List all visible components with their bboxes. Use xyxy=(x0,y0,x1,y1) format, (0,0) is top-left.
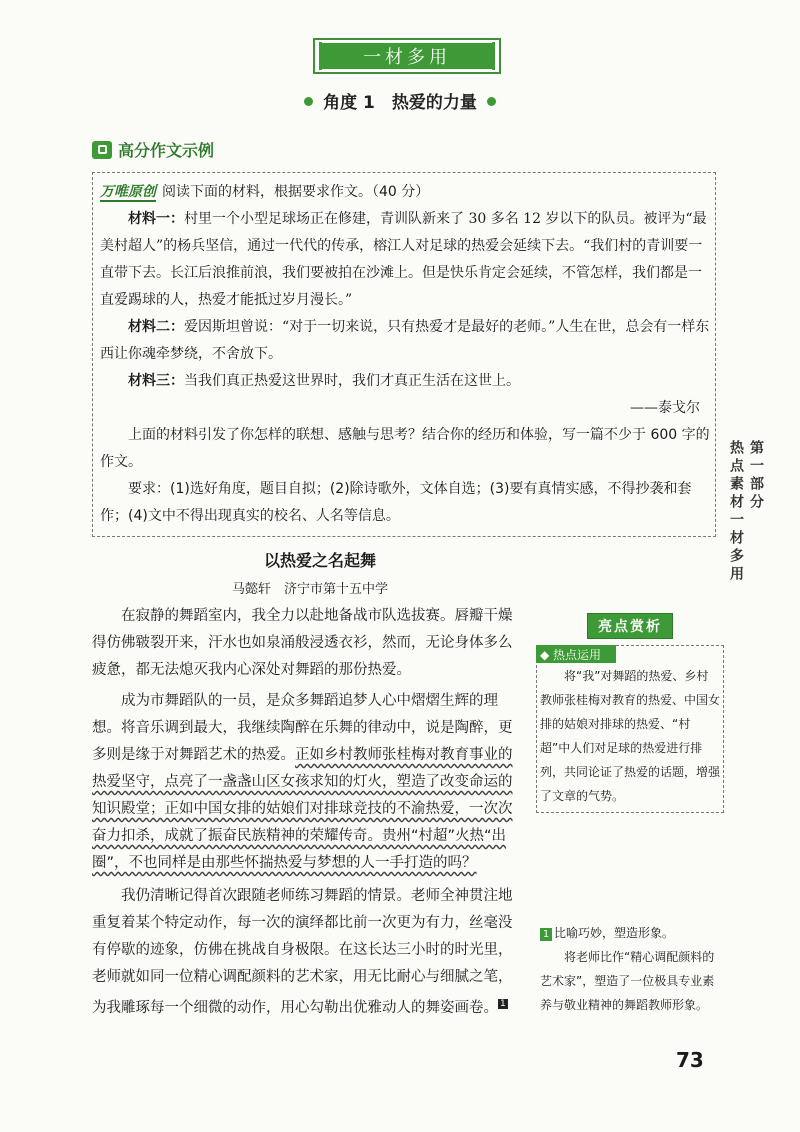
material-one xyxy=(100,206,710,314)
material-two-label: 材料二： xyxy=(128,319,184,335)
angle-heading xyxy=(0,88,800,113)
bullet-dot-icon xyxy=(487,97,496,106)
highlight-badge: 亮点赏析 xyxy=(587,613,673,639)
requirements-text: (1)选好角度，题目自拟；(2)除诗歌外，文体自选；(3)要有真情实感，不得抄袭和套作；(4)文中不得出现真实的校名、人名等信息。 xyxy=(100,481,692,524)
prompt-instruction: 阅读下面的材料，根据要求作文。（40 分） xyxy=(162,184,430,200)
essay-paragraph-2-highlight: 正如乡村教师张桂梅对教育事业的热爱坚守，点亮了一盏盏山区女孩求知的灯火，塑造了改变命运的知识殿堂；正如中国女排的姑娘们对排球竞技的不渝热爱，一次次奋力扣杀，成就了振奋民族精神的荣耀传奇。贵州“村超”火热“出圈”，不也同样是由那些怀揣热爱与梦想的人一手打造的吗？ xyxy=(92,747,513,871)
banner-bar-right xyxy=(492,42,495,70)
prompt-requirements xyxy=(100,476,710,530)
material-three-label: 材料三： xyxy=(128,373,184,389)
material-two-text: 爱因斯坦曾说：“对于一切来说，只有热爱才是最好的老师。”人生在世，总会有一样东西让你魂牵梦绕，不舍放下。 xyxy=(100,319,710,362)
edit-icon xyxy=(92,141,112,159)
edge-topic: 热点素材一材多用 xyxy=(728,440,744,584)
essay-paragraph-1: 在寂静的舞蹈室内，我全力以赴地备战市队选拔赛。唇瓣干燥得仿佛皲裂开来，汗水也如泉涌般浸透衣衫，然而，无论身体多么疲惫，都无法熄灭我内心深处对舞蹈的那份热爱。 xyxy=(92,608,513,678)
essay-author: 马懿轩 济宁市第十五中学 xyxy=(231,582,388,597)
note-title: 比喻巧妙，塑造形象。 xyxy=(554,926,675,940)
angle-title: 角度 1 热爱的力量 xyxy=(323,93,477,113)
essay-paragraph-3-text: 我仍清晰记得首次跟随老师练习舞蹈的情景。老师全神贯注地重复着某个特定动作，每一次的演绎都比前一次更为有力，丝毫没有停歇的迹象，仿佛在挑战自身极限。在这长达三小时的时光里，老师就如同一位精心调配颜料的艺术家，用无比耐心与细腻之笔，为我雕琢每一个细微的动作，用心勾勒出优雅动人的舞姿画卷。 xyxy=(92,888,513,1016)
note-number: 1 xyxy=(540,928,552,941)
essay-body xyxy=(92,603,526,1022)
essay-paragraph-3 xyxy=(92,883,526,1022)
material-two xyxy=(100,314,710,368)
material-three-text: 当我们真正热爱这世界时，我们才真正生活在这世上。 xyxy=(184,373,520,389)
material-one-text: 村里一个小型足球场正在修建，青训队新来了 30 多名 12 岁以下的队员。被评为“最美村超人”的杨兵坚信，通过一代代的传承，榕江人对足球的热爱会延续下去。“我们村的青训要一直带下去。长江后浪推前浪，我们要被拍在沙滩上。但是快乐肯定会延续，不管怎样，我们都是一直爱踢球的人，热爱才能抵过岁月漫长。” xyxy=(100,211,707,308)
essay-paragraph-2-lead: 成为市舞蹈队的一员，是众多舞蹈追梦人心中熠熠生辉的理想。将音乐调到最大，我继续陶醉在乐舞的律动中，说是陶醉，更多则是缘于对舞蹈艺术的热爱。 xyxy=(92,693,513,763)
topic-banner xyxy=(313,38,501,74)
hot-topic-text: 将“我”对舞蹈的热爱、乡村教师张桂梅对教育的热爱、中国女排的姑娘对排球的热爱、“村超”中人们对足球的热爱进行排列，共同论证了热爱的话题，增强了文章的气势。 xyxy=(540,669,721,803)
banner-title: 一材多用 xyxy=(322,43,492,69)
material-three-source: ——泰戈尔 xyxy=(630,400,700,416)
section-title: 高分作文示例 xyxy=(118,141,215,160)
bullet-dot-icon xyxy=(304,97,313,106)
original-tag: 万唯原创 xyxy=(100,184,156,200)
prompt-content xyxy=(100,179,710,530)
edge-tab xyxy=(728,440,766,584)
edge-part: 第一部分 xyxy=(748,440,764,512)
essay-title: 以热爱之名起舞 xyxy=(263,551,376,570)
essay-paragraph-2 xyxy=(92,688,526,877)
requirements-label: 要求： xyxy=(128,481,170,497)
page-number: 73 xyxy=(676,1048,704,1072)
banner-bar-left xyxy=(319,42,322,70)
section-heading xyxy=(92,138,214,161)
rhetoric-note xyxy=(540,921,720,1017)
hot-topic-label: ◆ 热点运用 xyxy=(536,645,616,663)
material-one-label: 材料一： xyxy=(128,211,184,227)
prompt-question: 上面的材料引发了你怎样的联想、感触与思考？结合你的经历和体验，写一篇不少于 600 字的作文。 xyxy=(100,427,710,470)
note-text: 将老师比作“精心调配颜料的艺术家”，塑造了一位极具专业素养与敬业精神的舞蹈教师形象。 xyxy=(540,950,715,1012)
material-three xyxy=(100,368,710,395)
note-mark: 1 xyxy=(500,999,506,1009)
